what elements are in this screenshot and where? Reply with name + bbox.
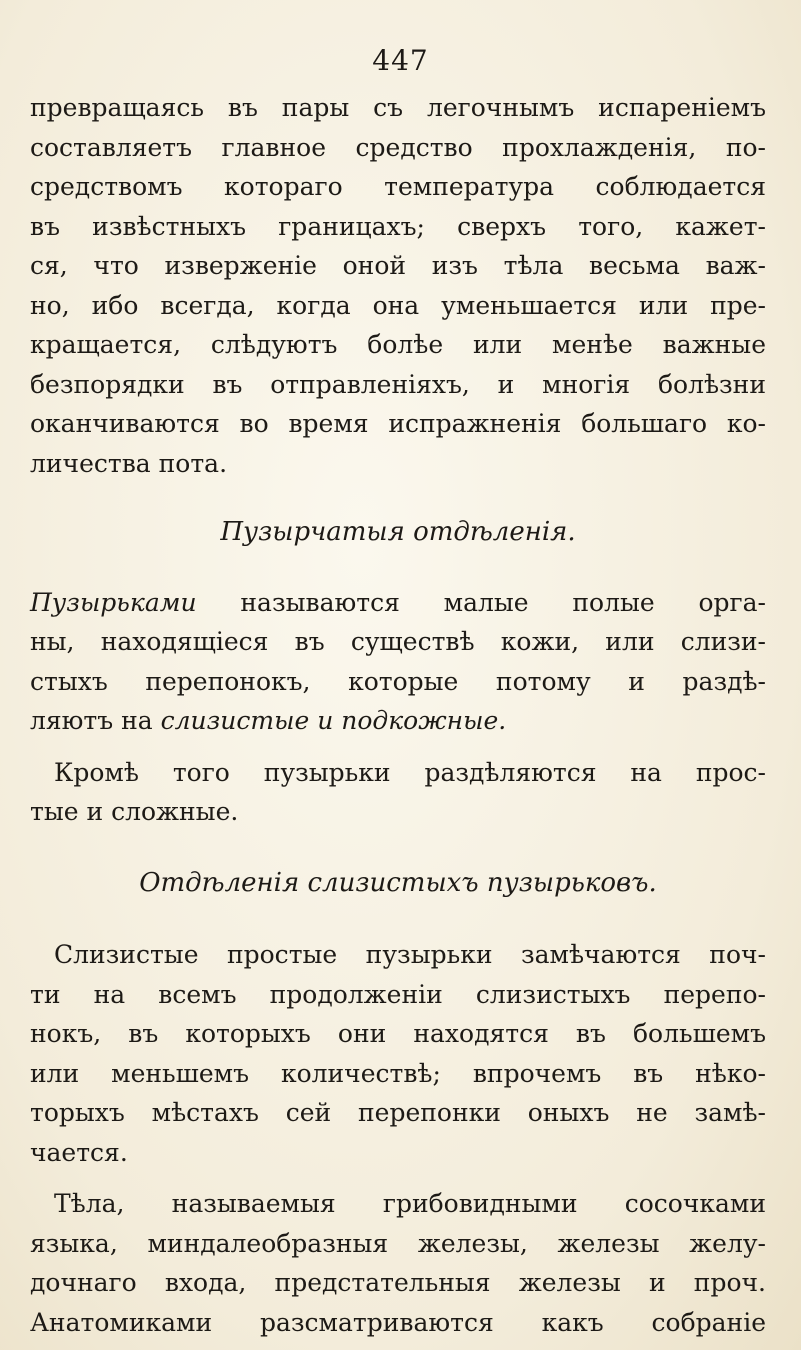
italic-term: Пузырьками: [30, 587, 197, 617]
page-number: 447: [372, 44, 429, 77]
text-line: Тѣла, называемыя грибовидными сосочками: [54, 1189, 766, 1218]
text-line: чается.: [30, 1137, 128, 1167]
text-line: превращаясь въ пары съ легочнымъ испаренiемъ: [30, 93, 766, 122]
text-line: но, ибо всегда, когда она уменьшается или пре-: [30, 290, 766, 320]
text-line: торыхъ мѣстахъ сей перепонки оныхъ не замѣ-: [30, 1098, 766, 1127]
text-line: составляетъ главное средство прохлажденiя, по-: [30, 132, 766, 162]
paragraph-1: [30, 88, 766, 483]
text-line: тые и сложные.: [30, 797, 239, 826]
text-line: ти на всемъ продолженiи слизистыхъ перепо-: [30, 979, 766, 1009]
text-line: стыхъ перепонокъ, которые потому и раздѣ-: [30, 666, 766, 696]
text-line: личества пота.: [30, 448, 228, 478]
text-line: въ извѣстныхъ границахъ; сверхъ того, кажет-: [30, 211, 766, 241]
text-line: Пузырьками называются малые полые орга-: [30, 587, 766, 617]
text-line: безпорядки въ отправленiяхъ, и многiя болѣзни: [30, 369, 766, 399]
text-line: Кромѣ того пузырьки раздѣляются на прос-: [54, 757, 766, 787]
paragraph-3: [30, 753, 766, 832]
paragraph-4: [30, 935, 766, 1172]
text-line: Анатомиками разсматриваются какъ собранiе: [30, 1307, 766, 1337]
text-line: оканчиваются во время испражненiя большаго ко-: [30, 409, 766, 438]
text-line: ляютъ на слизистые и подкожные.: [30, 706, 507, 735]
page-text: [30, 88, 766, 1342]
paragraph-5: [30, 1184, 766, 1342]
section-heading-mucous-vesicles: Отдѣленiя слизистыхъ пузырьковъ.: [139, 867, 657, 898]
text-line: дочнаго входа, предстательныя железы и проч.: [30, 1268, 766, 1297]
text-line: средствомъ котораго температура соблюдается: [30, 172, 766, 201]
text-line: языка, миндалеобразныя железы, железы желу-: [30, 1228, 766, 1258]
text-line: кращается, слѣдуютъ болѣе или менѣе важные: [30, 330, 766, 359]
text-line: или меньшемъ количествѣ; впрочемъ въ нѣко-: [30, 1058, 766, 1088]
text-line: нокъ, въ которыхъ они находятся въ большемъ: [30, 1019, 766, 1048]
italic-phrase: слизистые и подкожные.: [160, 706, 507, 735]
text-line: ся, что изверженiе оной изъ тѣла весьма важ-: [30, 251, 766, 280]
text-line: Слизистые простые пузырьки замѣчаются поч-: [54, 940, 766, 969]
text-line: ны, находящiеся въ существѣ кожи, или слизи-: [30, 627, 766, 656]
section-heading-vesicular-secretions: Пузырчатыя отдѣленiя.: [220, 517, 576, 547]
paragraph-2: [30, 583, 766, 741]
